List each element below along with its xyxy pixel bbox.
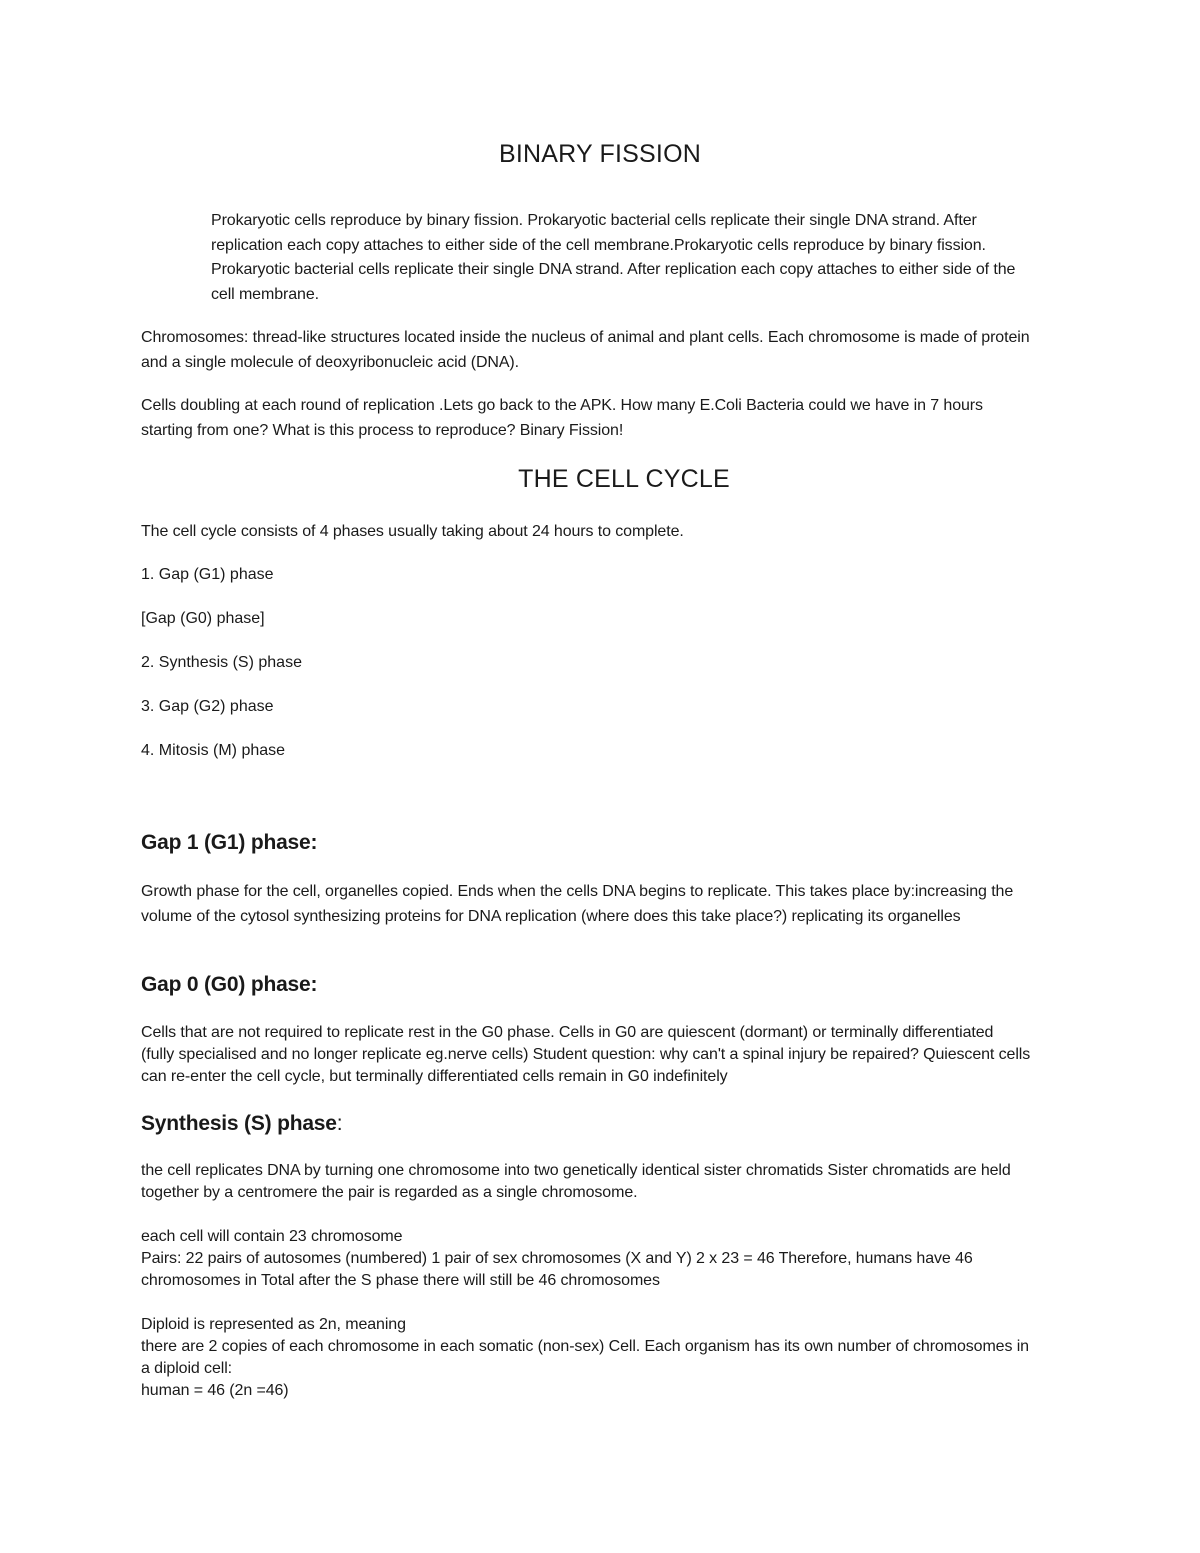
text-line: a diploid cell: bbox=[141, 1360, 233, 1377]
text-line: cell membrane. bbox=[211, 285, 319, 303]
phase-list-item: 4. Mitosis (M) phase bbox=[141, 742, 286, 759]
chromosome-count-paragraph bbox=[141, 1226, 973, 1292]
g1-paragraph bbox=[141, 880, 1013, 929]
phase-list-item: 1. Gap (G1) phase bbox=[141, 566, 274, 583]
s-phase-heading-text: Synthesis (S) phase bbox=[141, 1112, 337, 1135]
text-line: can re-enter the cell cycle, but terminally differentiated cells remain in G0 indefinitely bbox=[141, 1068, 728, 1085]
text-line: there are 2 copies of each chromosome in each somatic (non-sex) Cell. Each organism has its own number of chromosomes in bbox=[141, 1338, 1029, 1355]
text-line: Cells that are not required to replicate rest in the G0 phase. Cells in G0 are quiescent (dormant) or terminally differentiated bbox=[141, 1024, 994, 1041]
s-phase-paragraph bbox=[141, 1160, 1011, 1204]
text-line: Diploid is represented as 2n, meaning bbox=[141, 1316, 406, 1333]
text-line: Pairs: 22 pairs of autosomes (numbered) 1 pair of sex chromosomes (X and Y) 2 x 23 = 46 Therefore, humans have 46 bbox=[141, 1250, 973, 1267]
chromosomes-paragraph bbox=[141, 326, 1030, 375]
phase-list-item: 3. Gap (G2) phase bbox=[141, 698, 274, 715]
text-line: together by a centromere the pair is regarded as a single chromosome. bbox=[141, 1184, 638, 1201]
cell-cycle-intro: The cell cycle consists of 4 phases usually taking about 24 hours to complete. bbox=[141, 523, 684, 540]
text-line: Growth phase for the cell, organelles copied. Ends when the cells DNA begins to replicate. This takes place by:increasing the bbox=[141, 883, 1014, 900]
phase-list-item: 2. Synthesis (S) phase bbox=[141, 654, 302, 671]
g0-heading: Gap 0 (G0) phase: bbox=[141, 973, 318, 996]
s-phase-heading-colon: : bbox=[336, 1112, 343, 1135]
doubling-paragraph bbox=[141, 394, 983, 443]
text-line: starting from one? What is this process to reproduce? Binary Fission! bbox=[141, 421, 624, 439]
g1-heading: Gap 1 (G1) phase: bbox=[141, 831, 318, 854]
diploid-paragraph bbox=[141, 1314, 1029, 1402]
s-phase-heading bbox=[141, 1112, 342, 1136]
phase-list-item: [Gap (G0) phase] bbox=[141, 610, 265, 627]
text-line: the cell replicates DNA by turning one chromosome into two genetically identical sister chromatids Sister chromatids are held bbox=[141, 1162, 1011, 1179]
text-line: Prokaryotic cells reproduce by binary fission. Prokaryotic bacterial cells replicate their single DNA strand. After bbox=[211, 212, 977, 229]
text-line: volume of the cytosol synthesizing proteins for DNA replication (where does this take place?) replicating its organelles bbox=[141, 907, 961, 925]
text-line: Chromosomes: thread-like structures located inside the nucleus of animal and plant cells. Each chromosome is made of protein bbox=[141, 329, 1030, 346]
text-line: chromosomes in Total after the S phase there will still be 46 chromosomes bbox=[141, 1272, 660, 1289]
text-line: and a single molecule of deoxyribonucleic acid (DNA). bbox=[141, 353, 520, 371]
text-line: replication each copy attaches to either side of the cell membrane.Prokaryotic cells reproduce by binary fission. bbox=[211, 236, 986, 254]
g0-paragraph bbox=[141, 1022, 1030, 1088]
text-line: each cell will contain 23 chromosome bbox=[141, 1228, 403, 1245]
binary-fission-title: BINARY FISSION bbox=[499, 140, 701, 168]
text-line: Prokaryotic bacterial cells replicate their single DNA strand. After replication each copy attaches to either side of the bbox=[211, 261, 1016, 278]
text-line: human = 46 (2n =46) bbox=[141, 1382, 289, 1399]
text-line: Cells doubling at each round of replication .Lets go back to the APK. How many E.Coli Bacteria could we have in 7 hours bbox=[141, 397, 983, 414]
text-line: (fully specialised and no longer replicate eg.nerve cells) Student question: why can't a spinal injury be repaired? Quiescent cells bbox=[141, 1046, 1031, 1063]
binary-fission-intro bbox=[211, 209, 1015, 307]
cell-cycle-title: THE CELL CYCLE bbox=[518, 465, 730, 493]
